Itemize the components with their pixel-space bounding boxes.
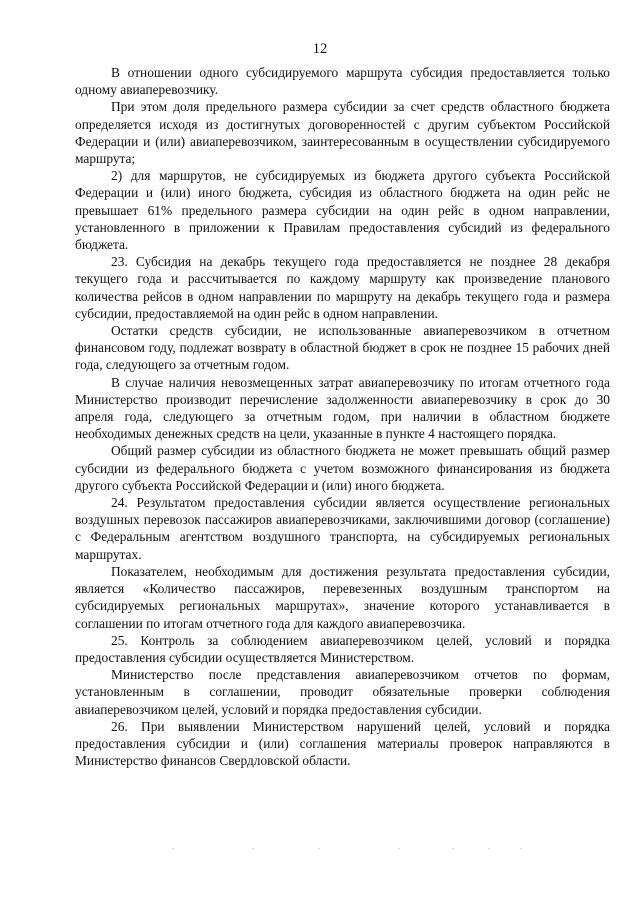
paragraph: Показателем, необходимым для достижения результата предоставления субсидии, является «Количество пассажиров, перевезенных воздушным транспортом на субсидируемых региональных маршрутах», значение которого устанавливается в соглашении по итогам отчетного года для каждого авиаперевозчика. — [75, 563, 610, 631]
scan-dot — [252, 848, 254, 849]
paragraph: 25. Контроль за соблюдением авиаперевозчиком целей, условий и порядка предоставления субсидии осуществляется Министерством. — [75, 632, 610, 665]
paragraph: В случае наличия невозмещенных затрат авиаперевозчику по итогам отчетного года Министерство производит перечисление задолженности авиаперевозчику в срок до 30 апреля года, следующего за отчетным годом, при наличии в областном бюджете необходимых денежных средств на цели, указанные в пункте 4 настоящего порядка. — [75, 374, 610, 442]
paragraph: Общий размер субсидии из областного бюджета не может превышать общий размер субсидии из федерального бюджета с учетом возможного финансирования из бюджета другого субъекта Российской Федерации и (или) иного бюджета. — [75, 443, 610, 493]
paragraph: 2) для маршрутов, не субсидируемых из бюджета другого субъекта Российской Федерации и (или) иного бюджета, субсидия из областного бюджета на один рейс не превышает 61% предельного размера субсидии на один рейс в одном направлении, установленного в приложении к Правилам предоставления субсидий из федерального бюджета. — [75, 168, 610, 253]
scan-dot — [172, 848, 174, 849]
paragraph: При этом доля предельного размера субсидии за счет средств областного бюджета определяется исходя из достигнутых договоренностей с другим субъектом Российской Федерации и (или) авиаперевозчиком, заинтересованным в осуществлении субсидируемого маршрута; — [75, 99, 610, 167]
paragraph: В отношении одного субсидируемого маршрута субсидия предоставляется только одному авиаперевозчику. — [75, 65, 610, 98]
scan-artifact-dots — [0, 848, 640, 858]
paragraph: Министерство после представления авиаперевозчиком отчетов по формам, установленным в соглашении, проводит обязательные проверки соблюдения авиаперевозчиком целей, условий и порядка предоставления субсидии. — [75, 667, 610, 717]
scan-dot — [318, 848, 320, 849]
scan-dot — [520, 848, 522, 849]
page-number: 12 — [312, 41, 328, 57]
paragraph: 26. При выявлении Министерством нарушений целей, условий и порядка предоставления субсидии и (или) соглашения материалы проверок направляются в Министерство финансов Свердловской области. — [75, 718, 610, 769]
document-body — [75, 64, 610, 769]
scan-dot — [398, 848, 400, 849]
paragraph: Остатки средств субсидии, не использованные авиаперевозчиком в отчетном финансовом году, подлежат возврату в областной бюджет в срок не позднее 15 рабочих дней года, следующего за отчетным годом. — [75, 323, 610, 373]
scan-dot — [452, 848, 454, 849]
paragraph: 23. Субсидия на декабрь текущего года предоставляется не позднее 28 декабря текущего года и рассчитывается по каждому маршруту как произведение планового количества рейсов в одном направлении по маршруту на декабрь текущего года и размера субсидии, предоставляемой на один рейс в одном направлении. — [75, 254, 610, 321]
scan-dot — [488, 848, 490, 849]
paragraph: 24. Результатом предоставления субсидии является осуществление региональных воздушных перевозок пассажиров авиаперевозчиками, заключившими договор (соглашение) с Федеральным агентством воздушного транспорта, на субсидируемых региональных маршрутах. — [75, 495, 610, 562]
